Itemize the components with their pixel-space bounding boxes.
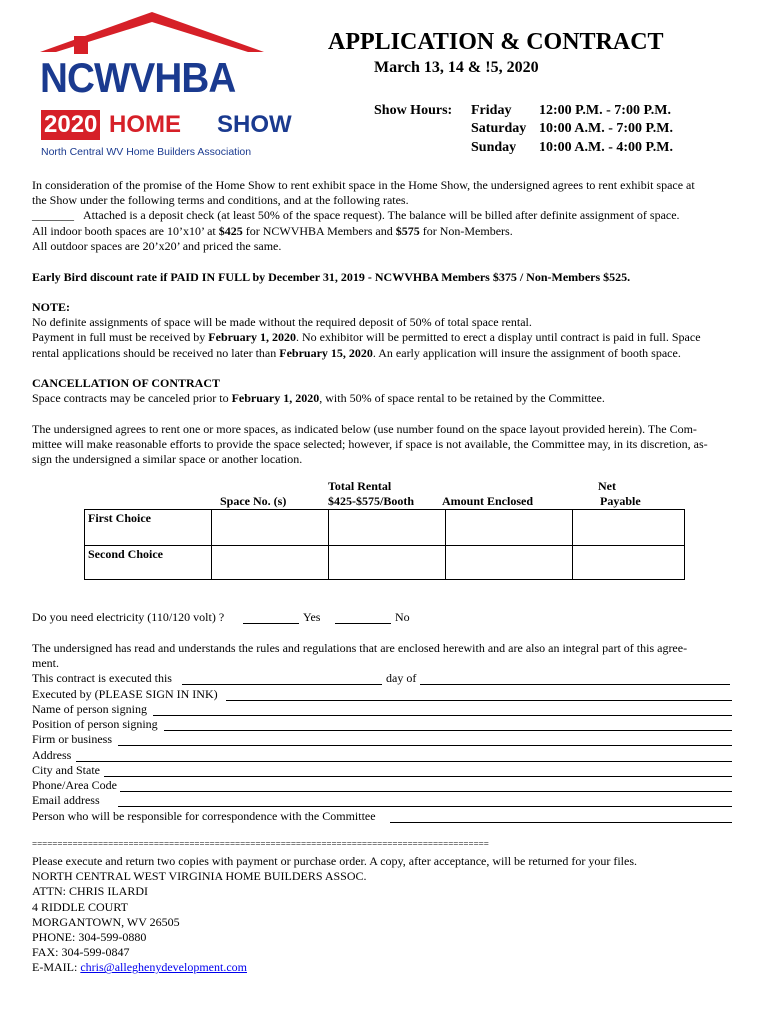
col-space-no: Space No. (s): [220, 494, 287, 508]
email-label: Email address: [32, 793, 100, 807]
col-total-rate: $425-$575/Booth: [328, 494, 415, 508]
col-net: Net: [598, 479, 616, 493]
electricity-yes-blank[interactable]: [243, 623, 299, 624]
amount-enclosed-second[interactable]: [446, 546, 573, 580]
cancel-text: , with 50% of space rental to be retained by the Committee.: [319, 391, 605, 406]
note-section: [32, 300, 742, 361]
nonmember-price: $575: [395, 223, 420, 238]
hours-day-saturday: Saturday: [471, 121, 527, 136]
position-label: Position of person signing: [32, 717, 158, 731]
hours-day-friday: Friday: [471, 103, 512, 118]
undersigned-paragraph: [32, 422, 742, 468]
net-payable-first[interactable]: [573, 510, 685, 546]
intro-paragraph: [32, 178, 742, 254]
undersigned-line: mittee will make reasonable efforts to provide the space selected; however, if space is not available, the Committee may, in its discretion, as-: [32, 437, 708, 452]
name-label: Name of person signing: [32, 702, 147, 716]
cancellation-section: [32, 376, 742, 406]
hours-time-saturday: 10:00 A.M. - 7:00 P.M.: [539, 121, 674, 136]
deposit-text: Attached is a deposit check (at least 50% of the space request). The balance will be billed after definite assignment of space.: [83, 208, 680, 223]
address-field[interactable]: [76, 761, 732, 762]
note-line: [32, 346, 742, 361]
total-rental-second[interactable]: [329, 546, 446, 580]
deposit-line: [32, 208, 742, 223]
name-field[interactable]: [153, 715, 732, 716]
electricity-question: Do you need electricity (110/120 volt) ?: [32, 610, 225, 624]
undersigned-line: The undersigned agrees to rent one or more spaces, as indicated below (use number found on the space layout provided herein). The Com-: [32, 422, 697, 436]
member-price: $425: [218, 223, 243, 238]
col-total-rental: Total Rental: [328, 479, 392, 493]
city-state-label: City and State: [32, 763, 100, 777]
note-line: [32, 330, 742, 345]
logo-year: 2020: [41, 110, 100, 140]
instruction-line: Please execute and return two copies with payment or purchase order. A copy, after acceptance, will be returned for your files.: [32, 854, 637, 868]
table-row: [85, 510, 685, 546]
space-choice-table: [84, 509, 685, 580]
fax-number: FAX: 304-599-0847: [32, 945, 130, 960]
row-label-first-choice: First Choice: [85, 510, 212, 546]
show-hours-label: Show Hours:: [374, 103, 453, 118]
return-instructions: [32, 854, 742, 976]
indoor-rate-line: [32, 224, 742, 239]
org-name: NORTH CENTRAL WEST VIRGINIA HOME BUILDERS ASSOC.: [32, 869, 367, 884]
note-text: rental applications should be received no later than: [32, 345, 280, 360]
electricity-no-label: No: [395, 610, 410, 624]
rules-paragraph: [32, 641, 742, 671]
page-title: APPLICATION & CONTRACT: [328, 29, 664, 55]
logo-show: SHOW: [217, 111, 292, 138]
payment-deadline: February 1, 2020: [208, 330, 296, 345]
signature-field[interactable]: [226, 700, 732, 701]
hours-time-friday: 12:00 P.M. - 7:00 P.M.: [539, 103, 671, 118]
electricity-no-blank[interactable]: [335, 623, 391, 624]
responsible-label: Person who will be responsible for correspondence with the Committee: [32, 809, 376, 823]
cancellation-heading: CANCELLATION OF CONTRACT: [32, 376, 221, 390]
note-line: No definite assignments of space will be made without the required deposit of 50% of total space rental.: [32, 315, 532, 330]
day-of-label: day of: [386, 671, 417, 685]
executed-month-field[interactable]: [420, 684, 730, 685]
net-payable-second[interactable]: [573, 546, 685, 580]
phone-number: PHONE: 304-599-0880: [32, 930, 147, 945]
indoor-text: for NCWVHBA Members and: [242, 223, 396, 238]
intro-line: the Show under the following terms and conditions, and at the following rates.: [32, 193, 409, 208]
street-address: 4 RIDDLE COURT: [32, 899, 128, 914]
table-row: [85, 546, 685, 580]
note-text: . An early application will insure the assignment of booth space.: [372, 345, 681, 360]
city-address: MORGANTOWN, WV 26505: [32, 914, 180, 929]
logo-name: NCWVHBA: [40, 54, 236, 101]
email-link[interactable]: chris@alleghenydevelopment.com: [80, 960, 247, 975]
logo-association: North Central WV Home Builders Association: [41, 146, 252, 158]
address-label: Address: [32, 748, 72, 762]
email-prefix: E-MAIL:: [32, 960, 81, 975]
col-amount-enclosed: Amount Enclosed: [442, 494, 534, 508]
deposit-blank[interactable]: _______: [32, 208, 74, 223]
responsible-field[interactable]: [390, 822, 732, 823]
phone-field[interactable]: [120, 791, 732, 792]
amount-enclosed-first[interactable]: [446, 510, 573, 546]
application-deadline: February 15, 2020: [279, 345, 373, 360]
indoor-text: All indoor booth spaces are 10’x10’ at: [32, 223, 219, 238]
note-heading: NOTE:: [32, 300, 71, 314]
email-field[interactable]: [118, 806, 732, 807]
space-no-second[interactable]: [212, 546, 329, 580]
show-dates: March 13, 14 & !5, 2020: [374, 59, 539, 76]
indoor-text: for Non-Members.: [419, 223, 513, 238]
row-label-second-choice: Second Choice: [85, 546, 212, 580]
cancel-text: Space contracts may be canceled prior to: [32, 391, 232, 406]
outdoor-rate-line: All outdoor spaces are 20’x20’ and priced the same.: [32, 238, 282, 253]
logo-home: HOME: [109, 111, 181, 138]
executed-day-field[interactable]: [182, 684, 382, 685]
firm-label: Firm or business: [32, 732, 113, 746]
col-payable: Payable: [600, 494, 641, 508]
hours-time-sunday: 10:00 A.M. - 4:00 P.M.: [539, 140, 674, 155]
undersigned-line: sign the undersigned a similar space or another location.: [32, 452, 303, 467]
executed-by-label: Executed by (PLEASE SIGN IN INK): [32, 687, 218, 701]
note-text: . No exhibitor will be permitted to erect a display until contract is paid in full. Space: [295, 330, 701, 345]
firm-field[interactable]: [118, 745, 732, 746]
rules-line: ment.: [32, 656, 59, 671]
email-line: [32, 960, 742, 975]
intro-line: In consideration of the promise of the Home Show to rent exhibit space in the Home Show, the undersigned agrees to rent exhibit space at: [32, 178, 695, 192]
rules-line: The undersigned has read and understands the rules and regulations that are enclosed herewith and are also an integral part of this agree-: [32, 641, 688, 655]
attn-line: ATTN: CHRIS ILARDI: [32, 884, 148, 899]
early-bird-notice: Early Bird discount rate if PAID IN FULL by December 31, 2019 - NCWVHBA Members $375 / Non-Members $525.: [32, 270, 631, 284]
cancellation-text: [32, 391, 742, 406]
ncwvhba-logo: [36, 10, 292, 160]
space-no-first[interactable]: [212, 510, 329, 546]
executed-this-label: This contract is executed this: [32, 671, 172, 685]
note-text: Payment in full must be received by: [32, 330, 209, 345]
section-separator: ==========================================================================================: [32, 839, 489, 849]
position-field[interactable]: [164, 730, 732, 731]
cancel-deadline: February 1, 2020: [231, 391, 320, 406]
total-rental-first[interactable]: [329, 510, 446, 546]
city-state-field[interactable]: [104, 776, 732, 777]
phone-label: Phone/Area Code: [32, 778, 117, 792]
electricity-yes-label: Yes: [303, 610, 321, 624]
hours-day-sunday: Sunday: [471, 140, 517, 155]
